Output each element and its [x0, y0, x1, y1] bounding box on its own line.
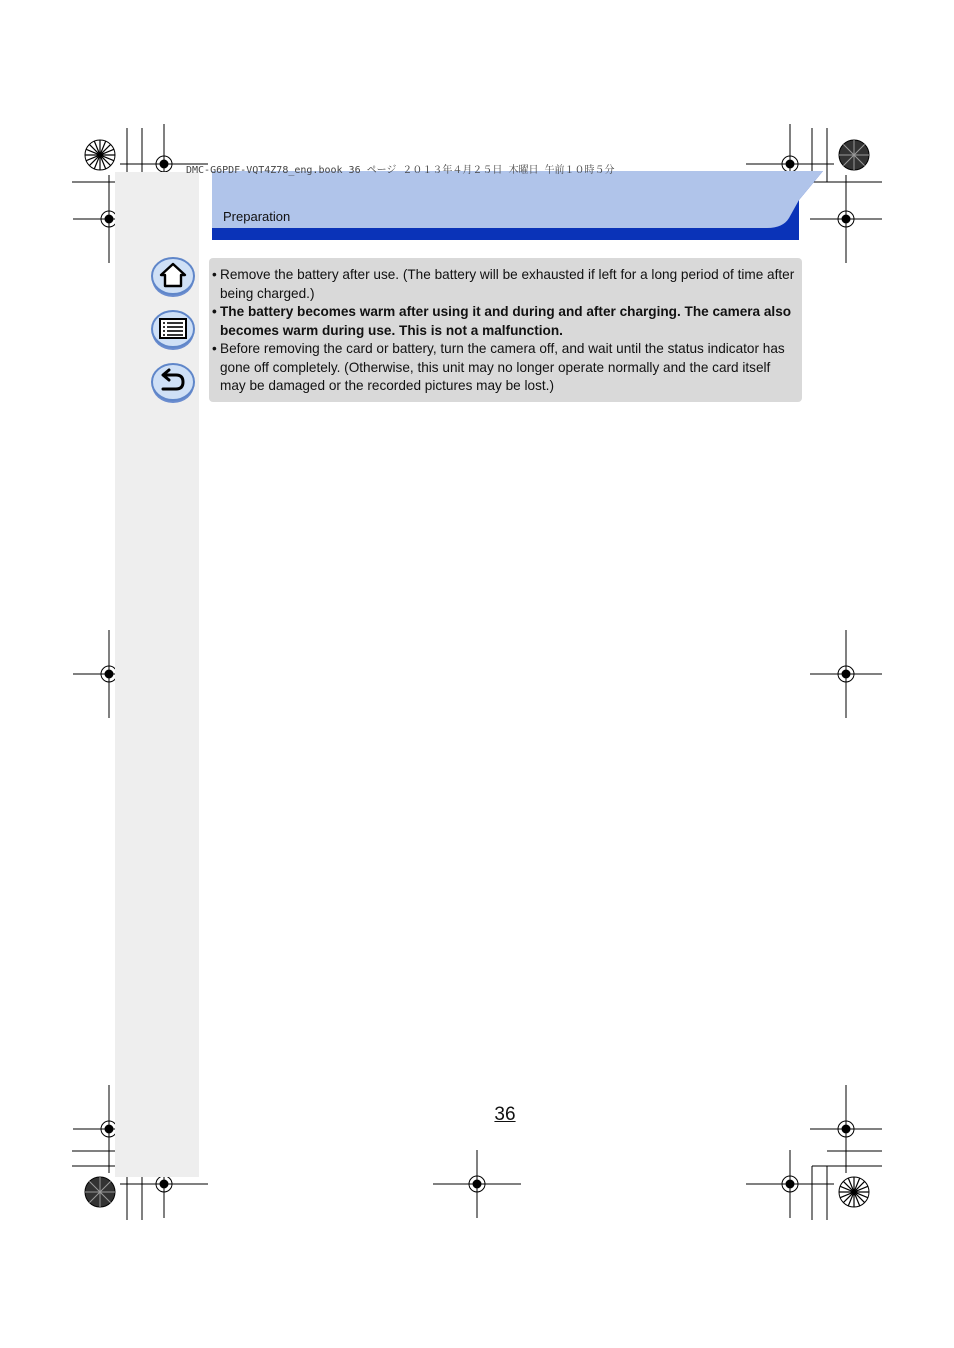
note-item — [209, 266, 799, 303]
note-line: Before removing the card or battery, turn the camera off, and wait until the status indicator has — [220, 341, 785, 356]
note-item-warning — [209, 303, 799, 340]
note-line: Remove the battery after use. (The battery will be exhausted if left for a long period of time after — [220, 267, 795, 282]
list-icon — [150, 307, 196, 351]
note-item — [209, 340, 799, 396]
section-header-banner — [211, 170, 825, 242]
back-icon — [150, 360, 196, 404]
contents-button[interactable] — [150, 307, 196, 349]
back-button[interactable] — [150, 360, 196, 402]
section-title: Preparation — [223, 209, 291, 224]
bullet: • — [212, 341, 217, 356]
note-line: becomes warm during use. This is not a malfunction. — [220, 322, 563, 338]
home-icon — [150, 254, 196, 298]
note-line: gone off completely. (Otherwise, this unit may no longer operate normally and the card itself — [220, 359, 771, 375]
note-line: The battery becomes warm after using it and during and after charging. The camera also — [220, 304, 792, 319]
note-line: being charged.) — [220, 285, 315, 301]
print-header-info: DMC-G6PDF-VQT4Z78_eng.book 36 ページ ２０１３年４月２５日 木曜日 午前１０時５分 — [186, 165, 615, 176]
bullet: • — [212, 267, 217, 282]
bullet: • — [212, 304, 217, 319]
note-line: may be damaged or the recorded pictures may be lost.) — [220, 378, 554, 393]
notes-box — [209, 258, 802, 402]
home-button[interactable] — [150, 254, 196, 296]
page-number: 36 — [494, 1104, 516, 1125]
